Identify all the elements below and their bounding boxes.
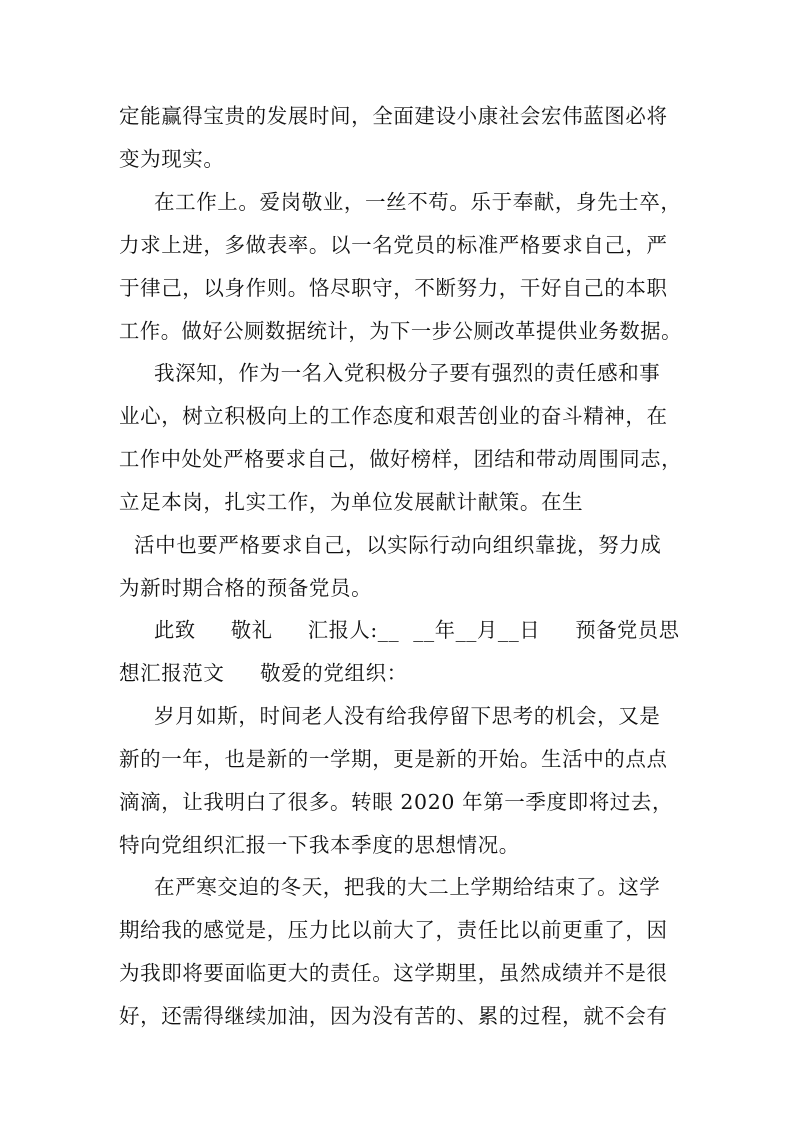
text-line: 此致 敬礼 汇报人:__ __年__月__日 预备党员思 (154, 618, 680, 642)
text-line: 活中也要严格要求自己，以实际行动向组织靠拢，努力成 (134, 533, 662, 557)
text-line: 在工作上。爱岗敬业，一丝不苟。乐于奉献，身先士卒， (154, 190, 682, 214)
text-line: 新的一年，也是新的一学期，更是新的开始。生活中的点点 (119, 747, 668, 771)
text-line: 力求上进，多做表率。以一名党员的标准严格要求自己，严 (119, 233, 668, 257)
text-line: 滴滴，让我明白了很多。转眼 2020 年第一季度即将过去， (119, 790, 674, 814)
text-line: 在严寒交迫的冬天，把我的大二上学期给结束了。这学 (154, 875, 661, 899)
text-line: 工作。做好公厕数据统计，为下一步公厕改革提供业务数据。 (119, 319, 682, 343)
text-line: 定能赢得宝贵的发展时间，全面建设小康社会宏伟蓝图必将 (119, 104, 668, 128)
text-line: 岁月如斯，时间老人没有给我停留下思考的机会，又是 (154, 704, 661, 728)
text-line: 为我即将要面临更大的责任。这学期里，虽然成绩并不是很 (119, 961, 668, 985)
text-line: 为新时期合格的预备党员。 (119, 576, 373, 600)
text-line: 变为现实。 (119, 147, 225, 171)
text-line: 我深知，作为一名入党积极分子要有强烈的责任感和事 (154, 361, 661, 385)
text-line: 期给我的感觉是，压力比以前大了，责任比以前更重了，因 (119, 918, 668, 942)
text-line: 于律己，以身作则。恪尽职守，不断努力，干好自己的本职 (119, 276, 668, 300)
text-line: 业心，树立积极向上的工作态度和艰苦创业的奋斗精神，在 (119, 404, 668, 428)
text-line: 想汇报范文 敬爱的党组织： (119, 661, 408, 685)
text-line: 好，还需得继续加油，因为没有苦的、累的过程，就不会有 (119, 1004, 668, 1028)
text-line: 特向党组织汇报一下我本季度的思想情况。 (119, 833, 520, 857)
text-line: 工作中处处严格要求自己，做好榜样，团结和带动周围同志， (119, 447, 682, 471)
text-line: 立足本岗，扎实工作，为单位发展献计献策。在生 (119, 490, 584, 514)
